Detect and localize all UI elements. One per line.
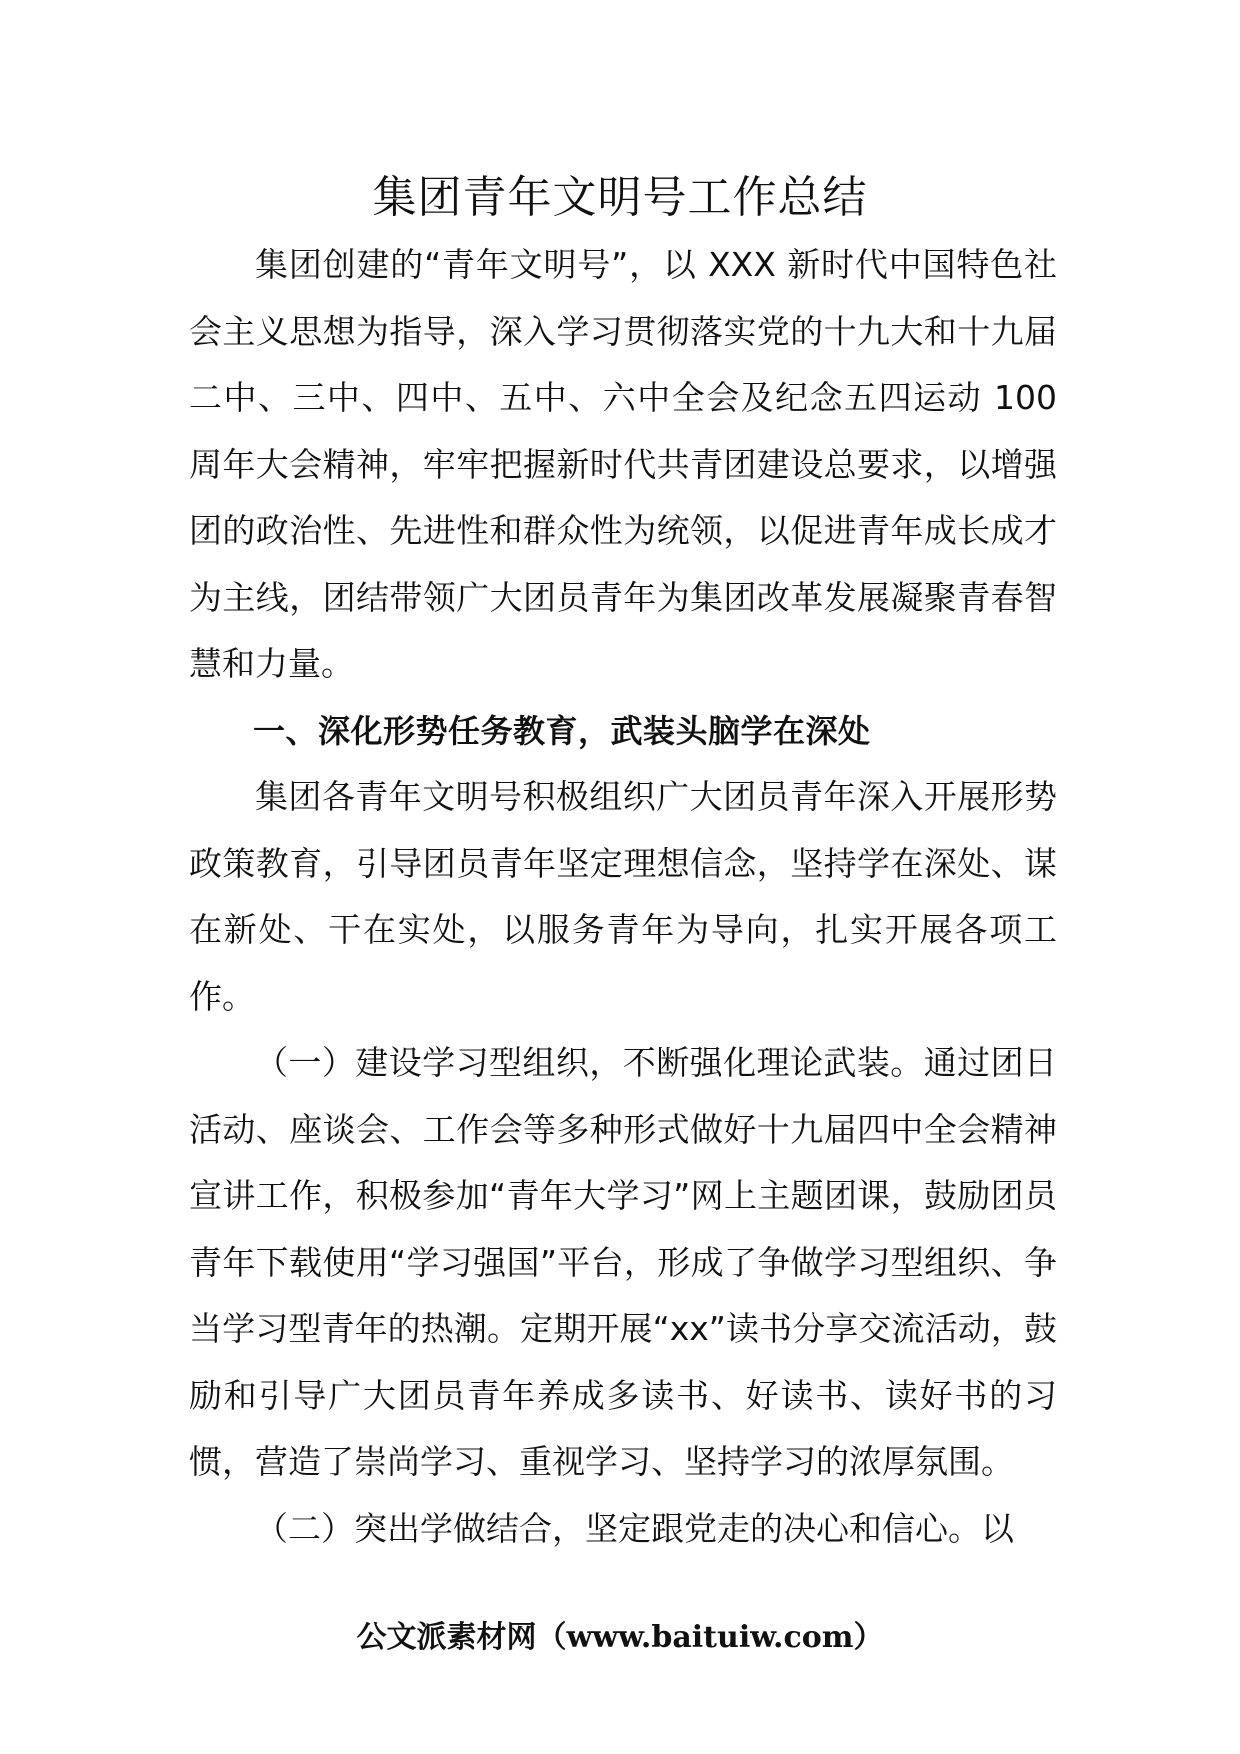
section-heading-1: 一、深化形势任务教育，武装头脑学在深处 (253, 711, 871, 750)
footer-watermark: 公文派素材网（www.baituiw.com） (356, 1620, 884, 1655)
subsection-2-paragraph: （二）突出学做结合，坚定跟党走的决心和信心。以 (255, 1508, 1014, 1548)
document-body (189, 232, 1057, 1562)
subsection-1-paragraph: （一）建设学习型组织，不断强化理论武装。通过团日活动、座谈会、工作会等多种形式做好十九届四中全会精神宣讲工作，积极参加“青年大学习”网上主题团课，鼓励团员青年下载使用“学习强国”平台，形成了争做学习型组织、争当学习型青年的热潮。定期开展“xx”读书分享交流活动，鼓励和引导广大团员青年养成多读书、好读书、读好书的习惯，营造了崇尚学习、重视学习、坚持学习的浓厚氛围。 (189, 1043, 1057, 1481)
section-1-paragraph: 集团各青年文明号积极组织广大团员青年深入开展形势政策教育，引导团员青年坚定理想信念，坚持学在深处、谋在新处、干在实处，以服务青年为导向，扎实开展各项工作。 (189, 777, 1057, 1016)
document-title: 集团青年文明号工作总结 (372, 172, 868, 223)
intro-paragraph: 集团创建的“青年文明号”，以 XXX 新时代中国特色社会主义思想为指导，深入学习贯彻落实党的十九大和十九届二中、三中、四中、五中、六中全会及纪念五四运动 100 周年大会精神，牢牢把握新时代共青团建设总要求，以增强团的政治性、先进性和群众性为统领，以促进青年成长成才为主线，团结带领广大团员青年为集团改革发展凝聚青春智慧和力量。 (189, 245, 1057, 683)
